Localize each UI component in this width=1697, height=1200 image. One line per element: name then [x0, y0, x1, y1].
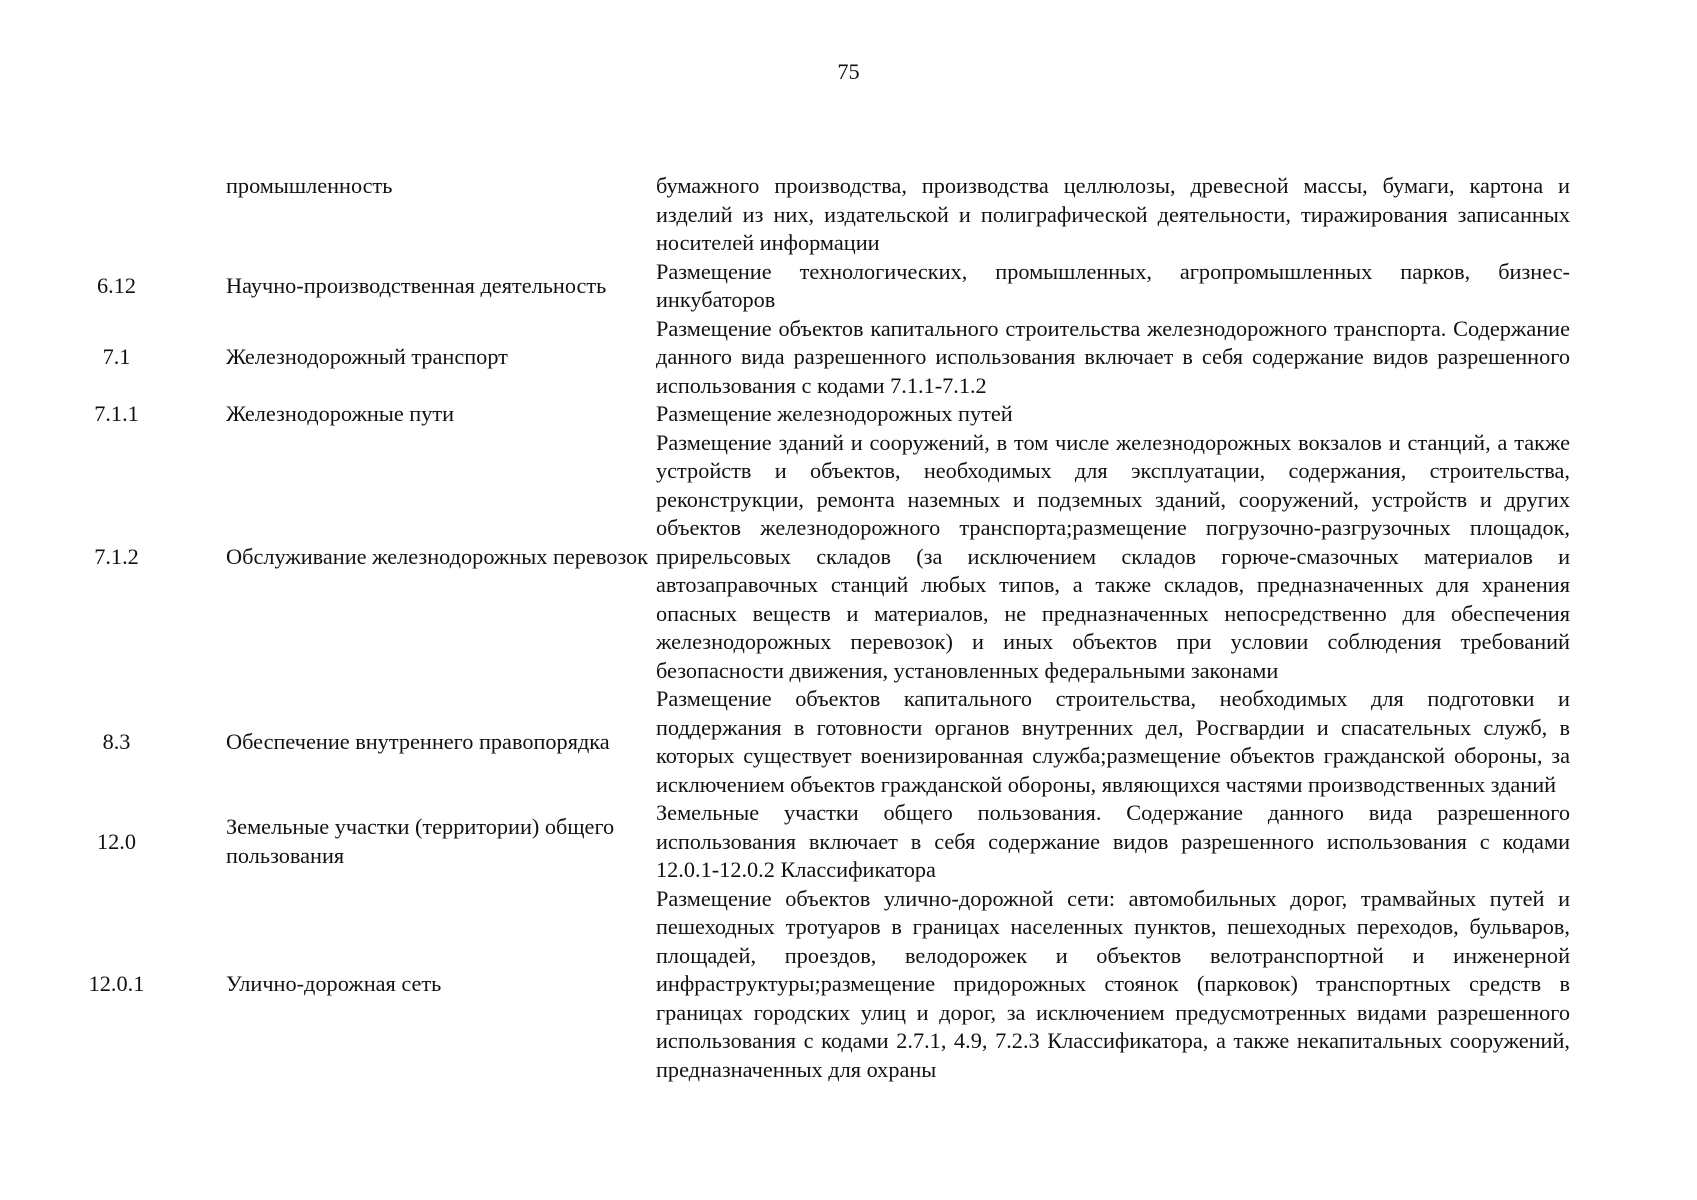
row-code: 7.1.2: [94, 543, 139, 569]
table-row: [0, 315, 1697, 401]
row-description: Земельные участки общего пользования. Содержание данного вида разрешенного использования включает в себя содержание видов разрешенного использования с кодами 12.0.1-12.0.2 Классификатора: [656, 800, 1570, 882]
row-code: 12.0: [96, 828, 137, 854]
row-description: Размещение железнодорожных путей: [656, 401, 1013, 426]
table-row: [0, 429, 1697, 686]
row-code: 7.1: [102, 344, 131, 369]
table-row: [0, 400, 1697, 429]
row-code: 12.0.1: [88, 971, 145, 996]
row-name: Обслуживание железнодорожных перевозок: [226, 543, 649, 569]
row-description: бумажного производства, производства целлюлозы, древесной массы, бумаги, картона и изделий из них, издательской и полиграфической деятельности, тиражирования записанных носителей информации: [656, 173, 1570, 255]
row-name: Обеспечение внутреннего правопорядка: [226, 728, 610, 754]
row-description: Размещение технологических, промышленных, агропромышленных парков, бизнес-инкубаторов: [656, 258, 1570, 312]
row-name: промышленность: [226, 173, 393, 198]
row-description: Размещение зданий и сооружений, в том числе железнодорожных вокзалов и станций, а также устройств и объектов, необходимых для эксплуатации, содержания, строительства, реконструкции, ремонта наземных и подземных зданий, сооружений, устройств и других объектов железнодорожного транспорта;размещение погрузочно-разгрузочных площадок, прирельсовых складов (за исключением складов горюче-смазочных материалов и автозаправочных станций любых типов, а также складов, предназначенных для хранения опасных веществ и материалов, не предназначенных непосредственно для обеспечения железнодорожных перевозок) и иных объектов при условии соблюдения требований безопасности движения, установленных федеральными законами: [656, 429, 1570, 683]
page-number: 75: [837, 59, 860, 84]
table-row: [0, 172, 1697, 258]
row-name: Железнодорожные пути: [226, 401, 455, 426]
table-row: [0, 799, 1697, 885]
row-description: Размещение объектов капитального строительства, необходимых для подготовки и поддержания в готовности органов внутренних дел, Росгвардии и спасательных служб, в которых существует военизированная служба;размещение объектов гражданской обороны, за исключением объектов гражданской обороны, являющихся частями производственных зданий: [656, 686, 1570, 797]
table-row: [0, 258, 1697, 315]
row-description: Размещение объектов улично-дорожной сети: автомобильных дорог, трамвайных путей и пешеходных тротуаров в границах населенных пунктов, пешеходных переходов, бульваров, площадей, проездов, велодорожек и объектов велотранспортной и инженерной инфраструктуры;размещение придорожных стоянок (парковок) транспортных средств в границах городских улиц и дорог, за исключением предусмотренных видами разрешенного использования с кодами 2.7.1, 4.9, 7.2.3 Классификатора, а также некапитальных сооружений, предназначенных для охраны: [656, 885, 1570, 1082]
table-row: [0, 685, 1697, 799]
row-code: 8.3: [102, 728, 131, 754]
row-code: 7.1.1: [94, 401, 139, 426]
row-name: Улично-дорожная сеть: [226, 971, 442, 996]
row-name: Земельные участки (территории) общего пользования: [226, 814, 615, 868]
table-row: [0, 885, 1697, 1085]
row-name: Железнодорожный транспорт: [226, 344, 508, 369]
row-description: Размещение объектов капитального строительства железнодорожного транспорта. Содержание данного вида разрешенного использования включает в себя содержание видов разрешенного использования с кодами 7.1.1-7.1.2: [656, 315, 1570, 398]
row-code: 6.12: [96, 272, 137, 298]
row-name: Научно-производственная деятельность: [226, 272, 607, 298]
land-use-table: [0, 172, 1697, 1084]
